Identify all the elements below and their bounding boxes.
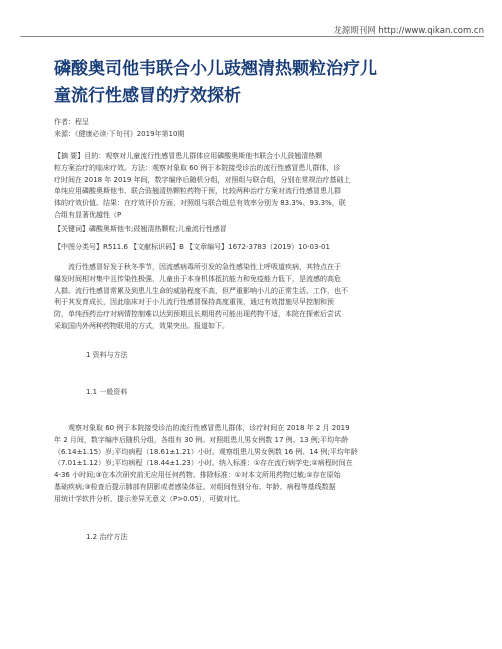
paragraph-line: 人群。流行性感冒常累及到患儿生命的威胁程度不高，但严重影响小儿的正常生活、工作，也不 [54,286,348,295]
paragraph-line: 基础疾病;③检查后提示肺部有阴影或者感染体征。对组间性别分布、年龄、病程等基线数据 [54,482,336,491]
paragraph-line: （7.01±1.12）岁;平均病程（18.44±1.23）小时。纳入标准：①存在流行病学史;②病程时间在 [54,459,353,468]
abstract-line: 合组有显著优越性（P [54,210,122,219]
abstract-line: 单纯应用磷酸奥斯他韦、联合豉翘清热颗粒药物干预，比较两种治疗方案对流行性感冒患儿群 [54,187,341,196]
subsection-heading: 1.2 治疗方法 [86,533,128,541]
intro-paragraph [54,262,446,333]
title-line: 磷酸奥司他韦联合小儿豉翘清热颗粒治疗儿 [54,59,377,79]
abstract [54,151,446,222]
abstract-line: 体的疗效价值。结果：在疗效评价方面，对照组与联合组总有效率分别为 83.3%、93.3%，联 [54,199,346,208]
paragraph-line: 采取国内外两种药物联用的方式，效果突出。报道如下。 [54,321,229,330]
abstract-line: 【摘 要】目的：观察对儿童流行性感冒患儿群体应用磷酸奥斯他韦联合小儿豉翘清热颗 [54,152,323,160]
paragraph-line: 利于其发育成长，因此临床对于小儿流行性感冒保持高度重视，通过有效措施尽早控制和预 [54,298,334,307]
abstract-line: 粒方案治疗的临床疗效。方法：观察对象取 60 例于本院接受诊治的流行性感冒患儿群体，诊 [54,163,341,172]
source-line: 来源：《健康必读·下旬刊》2019年第10期 [54,130,185,138]
classification-info: 【中图分类号】R511.6 【文献标识码】B 【文章编号】1672-3783（2019）10-03-01 [54,243,330,251]
article-title [54,56,454,110]
subsection-heading: 1.1 一般资料 [86,388,128,396]
title-line: 童流行性感冒的疗效探析 [54,86,241,106]
paragraph-line: 年 2 月间，数字编序后随机分组，各组有 30 例。对照组患儿男女例数 17 例、13 例;平均年龄 [54,435,349,444]
general-data-paragraph [54,423,446,506]
site-header [20,18,484,37]
paragraph-line: 4-36 小时间;③在本次研究前无应用任何药物。排除标准：①对本文所用药物过敏;②存在原始 [54,471,341,480]
paragraph-line: （6.14±1.15）岁;平均病程（18.61±1.21）小时。观察组患儿男女例数 16 例、14 例;平均年龄 [54,447,358,456]
paragraph-line: 用统计学软件分析，提示差异无意义（P>0.05），可做对比。 [54,494,245,503]
paragraph-line: 爆发时间相对集中且传染性极强，儿童由于本身机体抵抗能力和免疫能力低下，是流感的高危 [54,274,341,283]
author-line: 作者：程呈 [54,118,89,126]
paragraph-line: 流行性感冒好发于秋冬季节，因流感病毒所引发的急性感染性上呼吸道疾病，其特点在于 [68,263,341,271]
site-header-text: 龙源期刊网 http://www.qikan.com.cn [333,26,484,36]
keywords: 【关键词】磷酸奥斯他韦;豉翘清热颗粒;儿童流行性感冒 [54,225,227,233]
paragraph-line: 观察对象取 60 例于本院接受诊治的流行性感冒患儿群体，诊疗时间在 2018 年 2 月 2019 [68,424,350,432]
paragraph-line: 防，单纯西药治疗对病情控制难以达到预期且长期用药可能出现药物不适，本院在探索后尝试 [54,310,341,319]
section-heading: 1 资料与方法 [86,351,128,359]
abstract-line: 疗时间在 2018 年 2019 年间，数字编序后随机分组，对照组与联合组，分别在常规治疗基础上 [54,175,351,184]
